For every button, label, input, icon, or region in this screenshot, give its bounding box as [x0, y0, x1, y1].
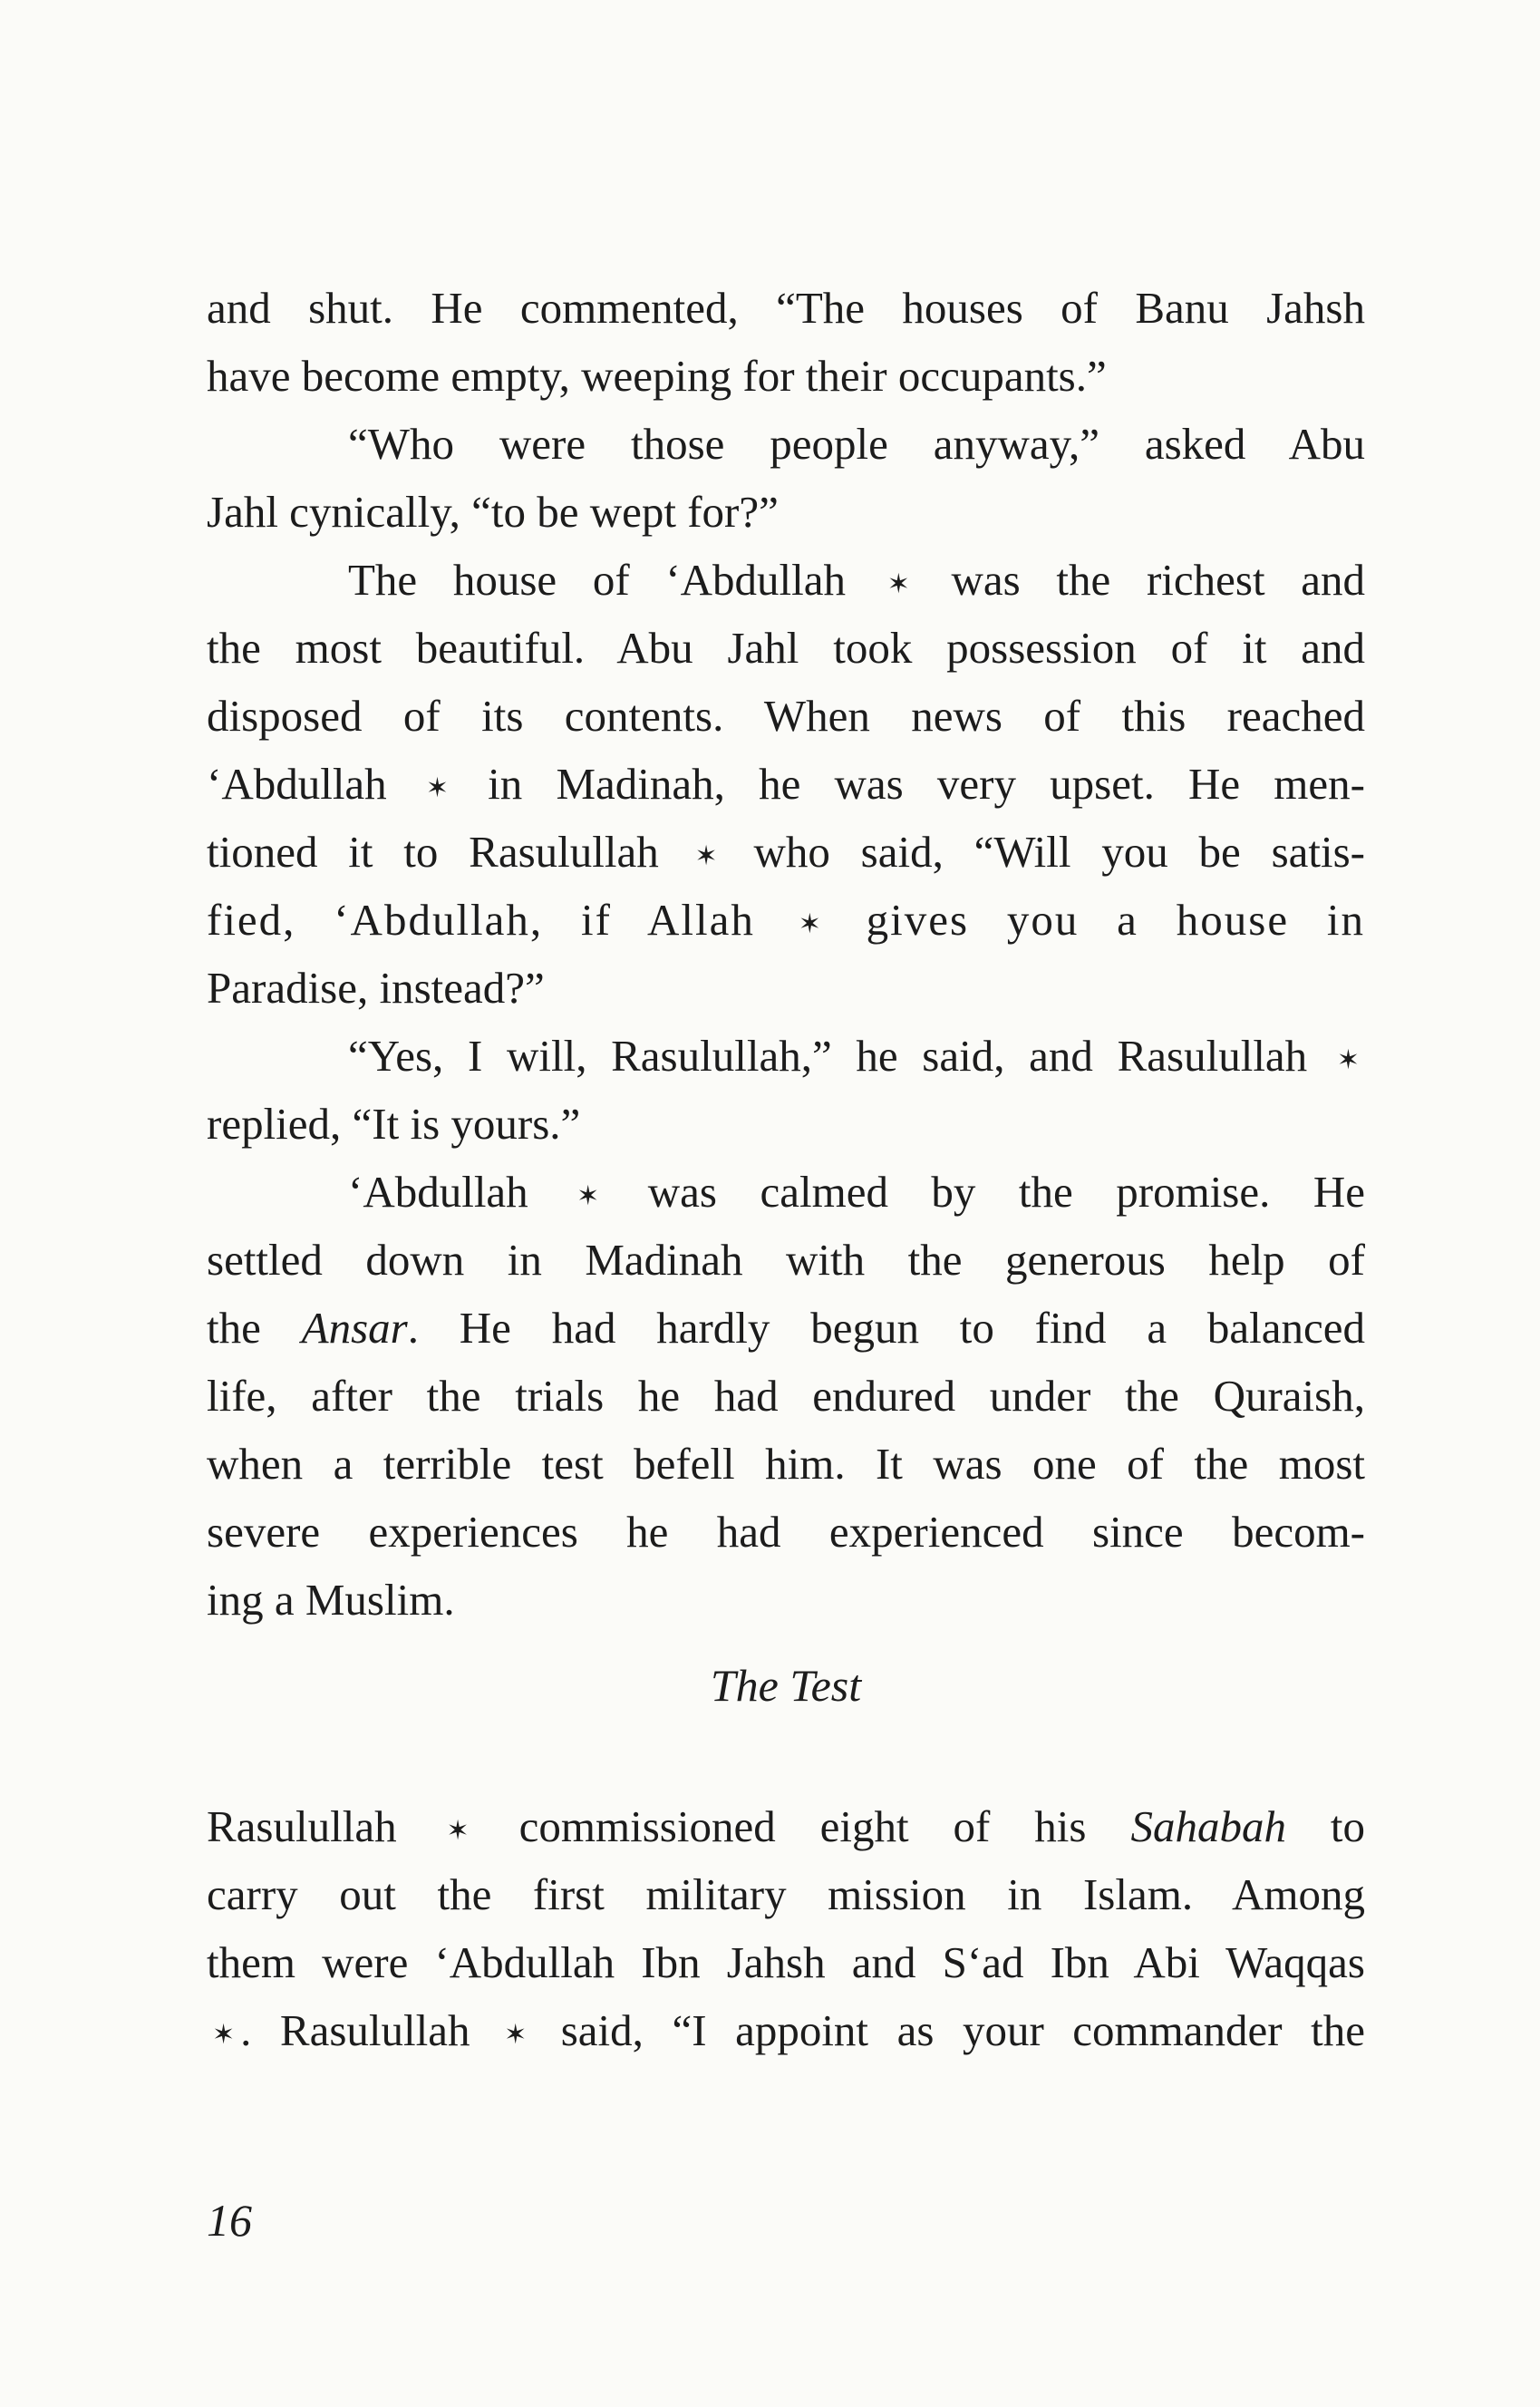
text-line: ✶ . Rasulullah ✶ said, “I appoint as your commander the — [207, 1996, 1365, 2064]
paragraph-block-2 — [207, 1792, 1365, 2064]
text-line: them were ‘Abdullah Ibn Jahsh and S‘ad Ibn Abi Waqqas — [207, 1937, 1365, 1987]
text-line: and shut. He commented, “The houses of Banu Jahsh — [207, 283, 1365, 333]
text-line: Jahl cynically, “to be wept for?” — [207, 487, 779, 537]
term-sahabah: Sahabah — [1130, 1801, 1286, 1851]
text-line: carry out the first military mission in Islam. Among — [207, 1869, 1365, 1919]
text-line: “Who were those people anyway,” asked Abu — [348, 419, 1365, 469]
text-line: the Ansar. He had hardly begun to find a balanced — [207, 1303, 1365, 1353]
text-line: when a terrible test befell him. It was one of the most — [207, 1439, 1365, 1489]
text-line: life, after the trials he had endured under the Quraish, — [207, 1371, 1365, 1421]
section-heading: The Test — [710, 1660, 862, 1711]
text-line: replied, “It is yours.” — [207, 1099, 581, 1149]
paragraph-block-1 — [207, 274, 1365, 1634]
honorific-glyph-icon: ✶ — [504, 2019, 528, 2052]
honorific-glyph-icon: ✶ — [425, 772, 449, 805]
text-line: ‘Abdullah ✶ was calmed by the promise. He — [207, 1158, 1365, 1226]
honorific-glyph-icon: ✶ — [576, 1180, 600, 1213]
text-line: The house of ‘Abdullah ✶ was the richest and — [207, 546, 1365, 614]
text-line: Rasulullah ✶ commissioned eight of his Sahabah to — [207, 1792, 1365, 1860]
text-line: severe experiences he had experienced since becom- — [207, 1507, 1365, 1557]
text-line: the most beautiful. Abu Jahl took possession of it and — [207, 623, 1365, 673]
text-line: Paradise, instead?” — [207, 963, 545, 1013]
honorific-glyph-icon: ✶ — [1336, 1044, 1360, 1077]
text-line: disposed of its contents. When news of this reached — [207, 691, 1365, 741]
honorific-glyph-icon: ✶ — [446, 1815, 470, 1848]
honorific-glyph-icon: ✶ — [694, 840, 718, 873]
text-line: fied, ‘Abdullah, if Allah ✶ gives you a house in — [207, 886, 1365, 954]
page-number: 16 — [207, 2195, 252, 2246]
text-line: ‘Abdullah ✶ in Madinah, he was very upset. He men- — [207, 750, 1365, 818]
honorific-glyph-icon: ✶ — [212, 2019, 236, 2052]
text-line: have become empty, weeping for their occupants.” — [207, 351, 1107, 401]
text-line: tioned it to Rasulullah ✶ who said, “Will you be satis- — [207, 818, 1365, 886]
text-line: “Yes, I will, Rasulullah,” he said, and Rasulullah ✶ — [207, 1022, 1365, 1090]
honorific-glyph-icon: ✶ — [886, 568, 910, 601]
text-line: ing a Muslim. — [207, 1575, 455, 1625]
honorific-glyph-icon: ✶ — [798, 908, 823, 941]
text-line: settled down in Madinah with the generous help of — [207, 1235, 1365, 1285]
page-body — [207, 274, 1365, 2064]
term-ansar: Ansar — [301, 1303, 408, 1353]
